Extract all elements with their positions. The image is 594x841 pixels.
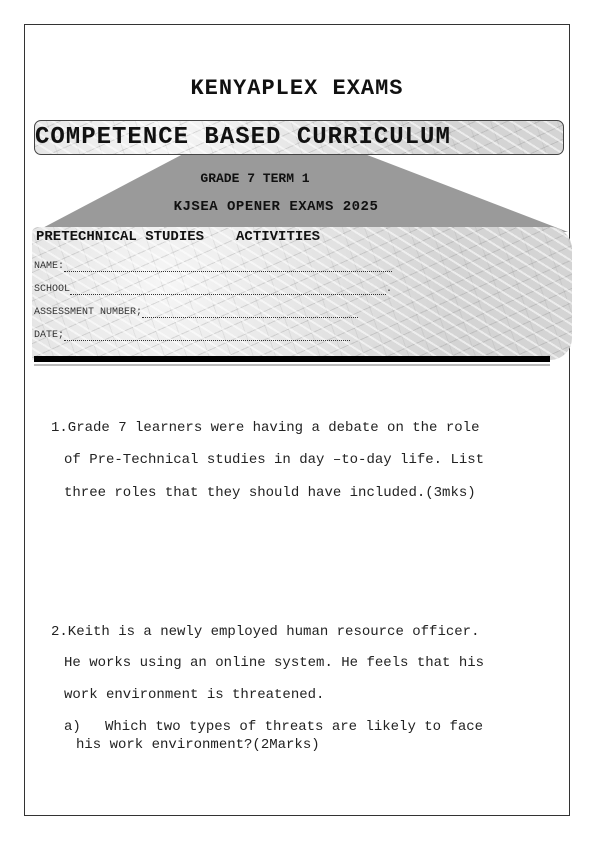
exam-body-title: KENYAPLEX EXAMS [190, 76, 404, 101]
question-2a-label: a) [64, 719, 81, 735]
subject-heading [36, 229, 320, 245]
student-info-box [32, 227, 572, 360]
school-field-label: SCHOOL [34, 284, 71, 295]
question-2a-line-1: Which two types of threats are likely to face [105, 719, 484, 735]
curriculum-banner [34, 120, 564, 155]
question-2-line-3: work environment is threatened. [64, 687, 325, 703]
assessment-number-label: ASSESSMENT NUMBER; [34, 307, 143, 318]
question-2-line-1: 2.Keith is a newly employed human resource officer. [51, 624, 480, 640]
question-1-line-1: 1.Grade 7 learners were having a debate on the role [51, 420, 480, 436]
curriculum-title: COMPETENCE BASED CURRICULUM [35, 124, 451, 151]
name-field[interactable] [34, 261, 392, 272]
subject-name: PRETECHNICAL STUDIES [36, 229, 205, 245]
question-1-line-3: three roles that they should have included.(3mks) [64, 485, 476, 501]
date-field[interactable] [34, 330, 350, 341]
school-field-end: . [386, 284, 393, 295]
question-2-line-2: He works using an online system. He feels that his [64, 655, 485, 671]
header-divider-bar [34, 356, 550, 362]
name-field-label: NAME: [34, 261, 65, 272]
grade-term-label: GRADE 7 TERM 1 [200, 171, 310, 186]
date-field-line[interactable] [64, 332, 350, 341]
question-2a-line-2: his work environment?(2Marks) [76, 737, 320, 753]
question-1-line-2: of Pre-Technical studies in day –to-day life. List [64, 452, 485, 468]
name-field-line[interactable] [64, 263, 392, 272]
date-field-label: DATE; [34, 330, 65, 341]
school-field-line[interactable] [70, 286, 386, 295]
school-field[interactable] [34, 284, 392, 295]
subject-suffix: ACTIVITIES [236, 229, 321, 245]
exam-name-label: KJSEA OPENER EXAMS 2025 [173, 199, 379, 215]
header-divider-shadow [34, 364, 550, 366]
assessment-number-line[interactable] [142, 309, 358, 318]
assessment-number-field[interactable] [34, 307, 358, 318]
